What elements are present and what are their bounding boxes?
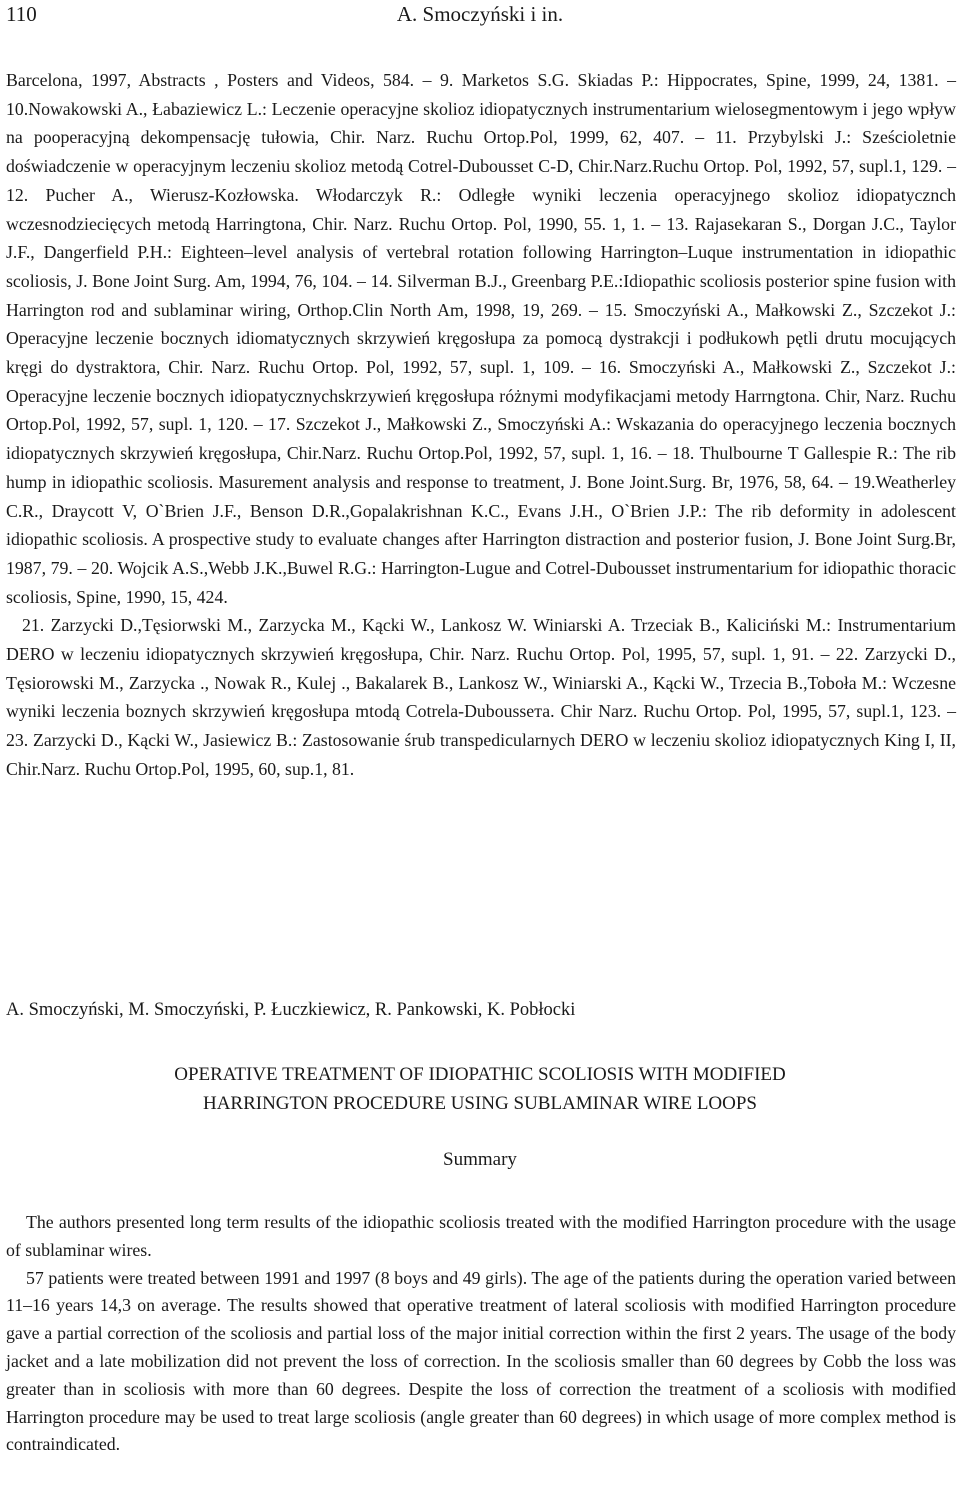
article-authors: A. Smoczyński, M. Smoczyński, P. Łuczkiewicz, R. Pankowski, K. Pobłocki [6, 1000, 576, 1020]
references-block-1: Barcelona, 1997, Abstracts , Posters and Videos, 584. – 9. Marketos S.G. Skiadas P.: Hippocrates, Spine, 1999, 24, 1381. – 10.Nowakowski A., Łabaziewicz L.: Leczenie operacyjne skolioz idiopatycznych instrumentarium wielosegmentowym i jego wpływ na pooperacyjną dekompensację tułowia, Chir. Narz. Ruchu Ortop.Pol, 1999, 62, 407. – 11. Przybylski J.: Sześcioletnie doświadczenie w operacyjnym leczeniu skolioz metodą Cotrel-Dubousset C-D, Chir.Narz.Ruchu Ortop. Pol, 1992, 57, supl.1, 129. – 12. Pucher A., Wierusz-Kozłowska. Włodarczyk R.: Odległe wyniki leczenia operacyjnego skolioz idiopatycznch wczesnodziecięcych metodą Harringtona, Chir. Narz. Ruchu Ortop. Pol, 1990, 55. 1, 1. – 13. Rajasekaran S., Dorgan J.C., Taylor J.F., Dangerfield P.H.: Eighteen–level analysis of vertebral rotation following Harrington–Luque instrumentation in idiopathic scoliosis, J. Bone Joint Surg. Am, 1994, 76, 104. – 14. Silverman B.J., Greenbarg P.E.:Idiopathic scoliosis posterior spine fusion with Harrington rod and sublaminar wiring, Orthop.Clin North Am, 1998, 19, 269. – 15. Smoczyński A., Małkowski Z., Szczekot J.: Operacyjne leczenie bocznych idiomatycznych skrzywień kręgosłupa za pomocą dystrakcji i podłukowh pętli drutu mocujących kręgi do dystraktora, Chir. Narz. Ruchu Ortop. Pol, 1992, 57, supl. 1, 109. – 16. Smoczyński A., Małkowski Z., Szczekot J.: Operacyjne leczenie bocznych idiopatycznychskrzywień kręgosłupa różnymi modyfikacjami metody Harrngtona. Chir, Narz. Ruchu Ortop.Pol, 1992, 57, supl. 1, 120. – 17. Szczekot J., Małkowski Z., Smoczyński A.: Wskazania do operacyjnego leczenia bocznych idiopatycznych skrzywień kręgosłupa, Chir.Narz. Ruchu Ortop.Pol, 1992, 57, supl. 1, 16. – 18. Thulbourne T Gallespie R.: The rib hump in idiopathic scoliosis. Masurement analysis and response to treatment, J. Bone Joint.Surg. Br, 1976, 58, 64. – 19.Weatherley C.R., Draycott V, O`Brien J.F., Benson D.R.,Gopalakrishnan K.C., Evans J.H., O`Brien J.P.: The rib deformity in adolescent idiopathic scoliosis. A prospective study to evaluate changes after Harrington distraction and posterior fusion, J. Bone Joint Surg.Br, 1987, 79. – 20. Wojcik A.S.,Webb J.K.,Buwel R.G.: Harrington-Lugue and Cotrel-Dubousset instrumentarium for idiopathic thoracic scoliosis, Spine, 1990, 15, 424. [6, 70, 956, 607]
article-title [0, 1060, 960, 1118]
summary-paragraph-1: The authors presented long term results of the idiopathic scoliosis treated with the modified Harrington procedure with the usage of sublaminar wires. [6, 1212, 956, 1260]
page-header [6, 2, 954, 32]
page-number: 110 [6, 2, 37, 26]
article-title-line-2: HARRINGTON PROCEDURE USING SUBLAMINAR WIRE LOOPS [202, 1093, 758, 1114]
summary-body [6, 1209, 956, 1459]
references-block-2: 21. Zarzycki D.,Tęsiorwski M., Zarzycka M., Kącki W., Lankosz W. Winiarski A. Trzeciak B., Kaliciński M.: Instrumentarium DERO w leczeniu idiopatycznych skrzywień kręgosłupa, Chir. Narz. Ruchu Ortop. Pol, 1995, 57, supl. 1, 91. – 22. Zarzycki D., Tęsiorowski M., Zarzycka ., Nowak R., Kulej ., Bakalarek B., Lankosz W., Winiarski A., Kącki W., Trzecia B.,Toboła M.: Wczesne wyniki leczenia boznych skrzywień kręgosłupa mtodą Cotrela-Duboussета. Chir Narz. Ruchu Ortop. Pol, 1995, 57, supl.1, 123. – 23. Zarzycki D., Kącki W., Jasiewicz B.: Zastosowanie śrub transpedicularnych DERO w leczeniu skolioz idiopatycznych King I, II, Chir.Narz. Ruchu Ortop.Pol, 1995, 60, sup.1, 81. [6, 615, 956, 779]
summary-paragraph-2: 57 patients were treated between 1991 and 1997 (8 boys and 49 girls). The age of the patients during the operation varied between 11–16 years 14,3 on average. The results showed that operative treatment of lateral scoliosis with modified Harrington procedure gave a partial correction of the scoliosis and partial loss of the major initial correction within the first 2 years. The usage of the body jacket and a late mobilization did not prevent the loss of correction. In the scoliosis smaller than 60 degrees by Cobb the loss was greater than in scoliosis with more than 60 degrees. Despite the loss of correction the treatment of a scoliosis with modified Harrington procedure may be used to treat large scoliosis (angle greater than 60 degrees) in which usage of more complex method is contraindicated. [6, 1267, 956, 1455]
article-title-line-1: OPERATIVE TREATMENT OF IDIOPATHIC SCOLIOSIS WITH MODIFIED [174, 1064, 786, 1085]
running-title: A. Smoczyński i in. [396, 2, 564, 26]
summary-heading: Summary [443, 1149, 517, 1170]
references-section [6, 66, 956, 784]
